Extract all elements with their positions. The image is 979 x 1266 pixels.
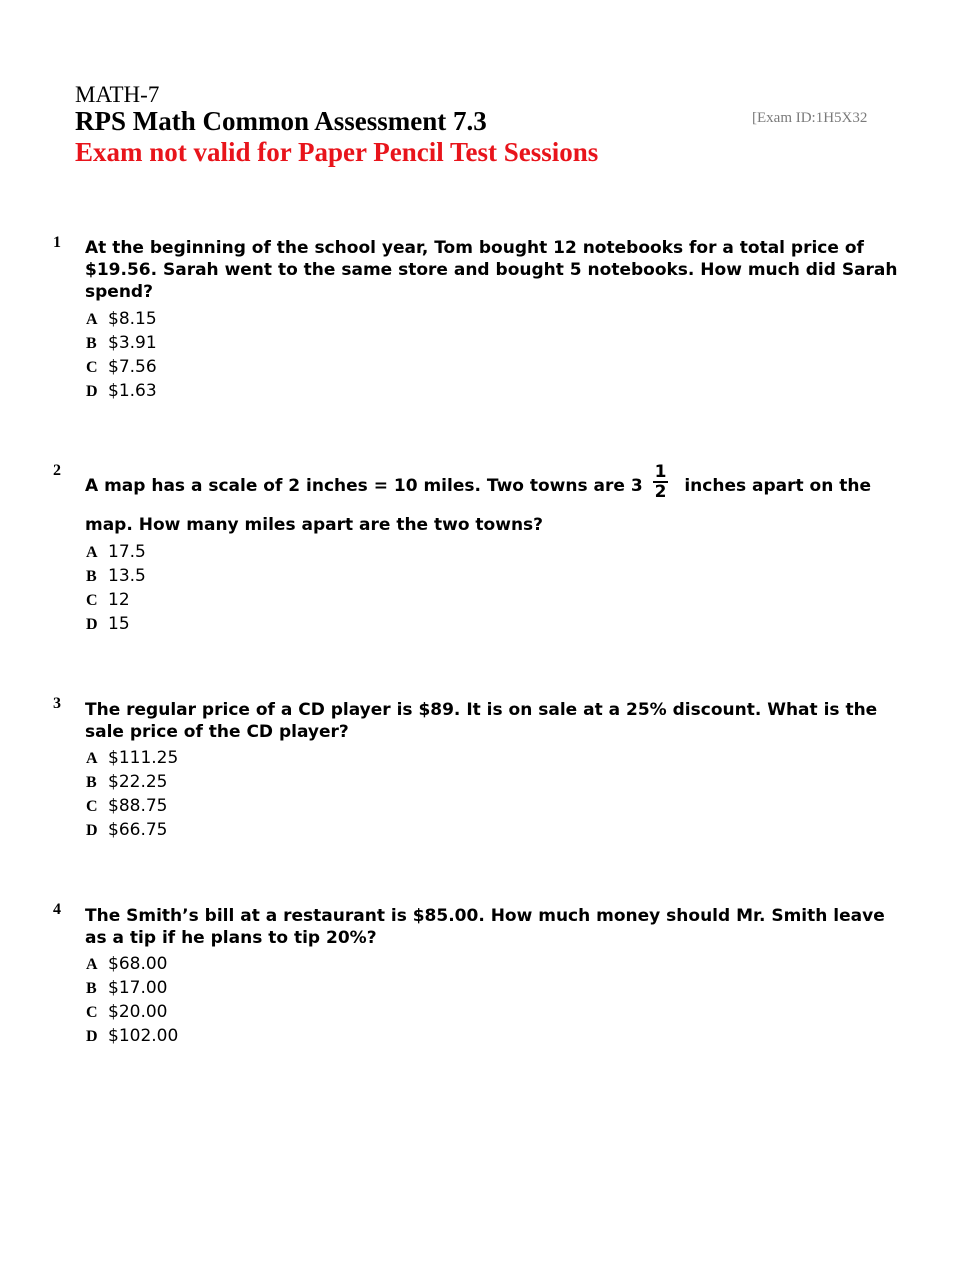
answer-choices	[86, 952, 178, 1048]
question-stem: The Smith’s bill at a restaurant is $85.00. How much money should Mr. Smith leave as a tip if he plans to tip 20%?	[85, 906, 885, 948]
question-stem: At the beginning of the school year, Tom bought 12 notebooks for a total price of $19.56. Sarah went to the same store and bought 5 notebooks. How much did Sarah spend?	[85, 238, 898, 302]
question-stem	[85, 462, 905, 505]
choice-letter: A	[86, 311, 98, 328]
choice-text: $68.00	[108, 954, 168, 974]
question-stem: The regular price of a CD player is $89. It is on sale at a 25% discount. What is the sale price of the CD player?	[85, 700, 878, 742]
choice-letter: C	[86, 592, 98, 609]
choice-b[interactable]	[86, 770, 178, 794]
choice-c[interactable]	[86, 588, 146, 612]
stem-text: inches apart on the	[684, 476, 872, 496]
choice-a[interactable]	[86, 540, 146, 564]
fraction-one-half	[653, 463, 669, 501]
choice-text: $102.00	[108, 1026, 179, 1046]
choice-letter: D	[86, 383, 98, 400]
choice-letter: A	[86, 544, 98, 561]
choice-d[interactable]	[86, 612, 146, 636]
question-number: 2	[53, 462, 61, 479]
choice-text: $8.15	[108, 309, 157, 329]
exam-id: [Exam ID:1H5X32	[752, 110, 868, 126]
choice-letter: B	[86, 335, 97, 352]
choice-d[interactable]	[86, 1024, 178, 1048]
question-stem-line-2: map. How many miles apart are the two towns?	[85, 515, 544, 535]
choice-text: 15	[108, 614, 130, 634]
exam-warning: Exam not valid for Paper Pencil Test Sessions	[75, 137, 599, 167]
choice-letter: C	[86, 359, 98, 376]
choice-text: $111.25	[108, 748, 179, 768]
choice-b[interactable]	[86, 564, 146, 588]
choice-letter: D	[86, 822, 98, 839]
fraction-denominator: 2	[654, 482, 667, 502]
answer-choices	[86, 307, 157, 403]
choice-text: $17.00	[108, 978, 168, 998]
choice-a[interactable]	[86, 307, 157, 331]
choice-text: $1.63	[108, 381, 157, 401]
choice-letter: D	[86, 616, 98, 633]
choice-text: $20.00	[108, 1002, 168, 1022]
choice-text: $22.25	[108, 772, 168, 792]
choice-text: 17.5	[108, 542, 146, 562]
choice-letter: A	[86, 750, 98, 767]
question-number: 3	[53, 695, 61, 712]
choice-d[interactable]	[86, 818, 178, 842]
fraction-numerator: 1	[654, 462, 667, 482]
choice-text: $88.75	[108, 796, 168, 816]
choice-a[interactable]	[86, 952, 178, 976]
choice-letter: B	[86, 774, 97, 791]
question-number: 1	[53, 234, 61, 251]
choice-letter: C	[86, 798, 98, 815]
choice-text: $66.75	[108, 820, 168, 840]
choice-b[interactable]	[86, 976, 178, 1000]
question-number: 4	[53, 901, 61, 918]
choice-b[interactable]	[86, 331, 157, 355]
choice-a[interactable]	[86, 746, 178, 770]
choice-text: 12	[108, 590, 130, 610]
choice-d[interactable]	[86, 379, 157, 403]
choice-c[interactable]	[86, 1000, 178, 1024]
course-code: MATH-7	[75, 82, 160, 107]
choice-text: 13.5	[108, 566, 146, 586]
choice-letter: B	[86, 980, 97, 997]
choice-text: $3.91	[108, 333, 157, 353]
choice-letter: B	[86, 568, 97, 585]
answer-choices	[86, 540, 146, 636]
choice-c[interactable]	[86, 355, 157, 379]
choice-letter: A	[86, 956, 98, 973]
stem-text: A map has a scale of 2 inches = 10 miles. Two towns are 3	[85, 476, 643, 496]
choice-c[interactable]	[86, 794, 178, 818]
choice-text: $7.56	[108, 357, 157, 377]
page-title: RPS Math Common Assessment 7.3	[75, 106, 487, 136]
answer-choices	[86, 746, 178, 842]
choice-letter: D	[86, 1028, 98, 1045]
choice-letter: C	[86, 1004, 98, 1021]
